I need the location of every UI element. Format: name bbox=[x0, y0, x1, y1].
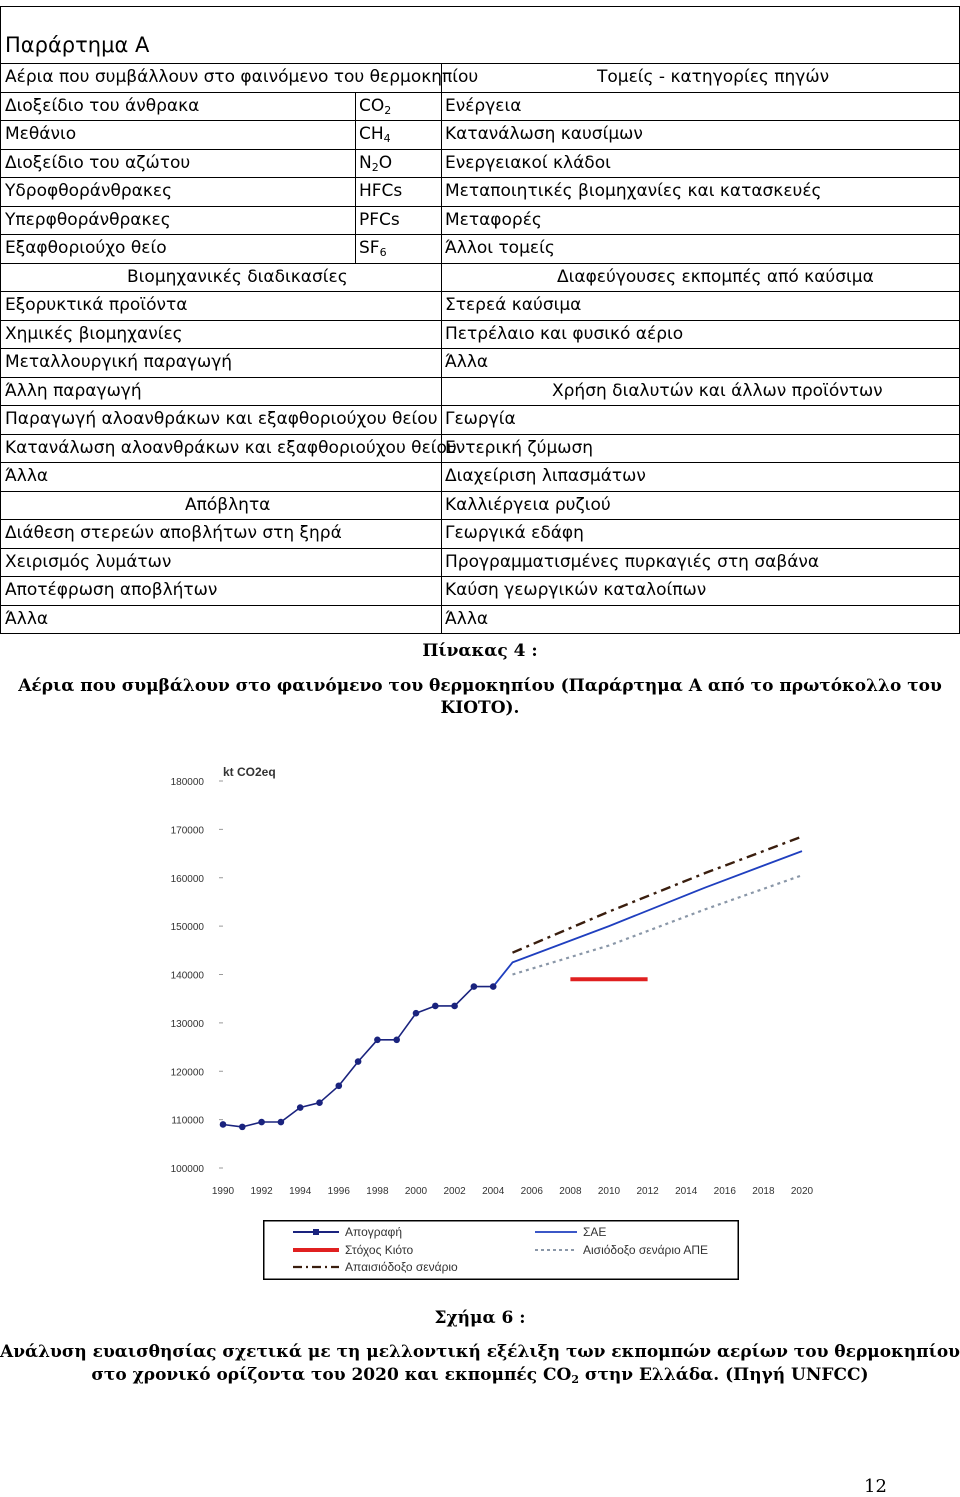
gas-formula: $N_2O$ bbox=[359, 152, 393, 174]
table-row: Εξαφθοριούχο θείο $SF_6$ Άλλοι τομείς bbox=[1, 235, 959, 264]
figure-caption-line1: Ανάλυση ευαισθησίας σχετικά με τη μελλοντική εξέλιξη των εκπομπών αερίων του θερμοκηπίου bbox=[0, 1342, 960, 1362]
y-tick-label: 100000 bbox=[170, 1164, 204, 1175]
legend-pessimistic: Απαισιόδοξο σενάριο bbox=[345, 1260, 458, 1274]
x-tick-label: 2002 bbox=[443, 1186, 466, 1197]
table-caption-line2: ΚΙΟΤΟ). bbox=[440, 698, 520, 718]
gas-formula: $CO_2$ bbox=[359, 95, 392, 117]
emissions-chart bbox=[160, 760, 820, 1200]
legend-optimistic: Αισιόδοξο σενάριο ΑΠΕ bbox=[583, 1243, 709, 1257]
x-tick-label: 2010 bbox=[597, 1186, 621, 1197]
legend-inventory: Απογραφή bbox=[345, 1225, 403, 1239]
table-title: Παράρτημα Α bbox=[5, 33, 150, 57]
y-tick-label: 180000 bbox=[170, 777, 204, 788]
data-point bbox=[278, 1119, 285, 1126]
gas-formula: $SF_6$ bbox=[359, 238, 387, 259]
greenhouse-gases-table bbox=[0, 6, 960, 634]
waste-header: Απόβλητα bbox=[185, 494, 271, 515]
table-row: Χειρισμός λυμάτων Προγραμματισμένες πυρκαγιές στη σαβάνα bbox=[1, 549, 959, 578]
data-point bbox=[393, 1037, 400, 1044]
table-row: Απόβλητα Καλλιέργεια ρυζιού bbox=[1, 492, 959, 521]
table-caption-label: Πίνακας 4 : bbox=[422, 641, 538, 661]
table-row: Άλλα Διαχείριση λιπασμάτων bbox=[1, 463, 959, 492]
page-number: 12 bbox=[864, 1476, 887, 1497]
y-tick-label: 170000 bbox=[170, 825, 204, 837]
table-title-row bbox=[1, 7, 959, 64]
x-tick-label: 2014 bbox=[675, 1186, 698, 1197]
x-tick-label: 1994 bbox=[289, 1186, 312, 1197]
table-row bbox=[1, 264, 959, 293]
unit-label: kt CO2eq bbox=[223, 765, 276, 779]
x-tick-label: 2020 bbox=[790, 1186, 814, 1197]
data-point bbox=[220, 1121, 227, 1128]
y-tick-label: 140000 bbox=[170, 970, 204, 982]
table-row: Αποτέφρωση αποβλήτων Καύση γεωργικών καταλοίπων bbox=[1, 577, 959, 606]
solvents-header: Χρήση διαλυτών και άλλων προϊόντων bbox=[552, 380, 883, 401]
legend-kyoto-target: Στόχος Κιότο bbox=[345, 1243, 414, 1257]
table-row: Εξορυκτικά προϊόντα Στερεά καύσιμα bbox=[1, 292, 959, 321]
data-point bbox=[336, 1082, 343, 1089]
data-point bbox=[316, 1099, 323, 1106]
table-row: Μεθάνιο $CH_4$ Κατανάλωση καυσίμων bbox=[1, 121, 959, 150]
data-point bbox=[374, 1037, 381, 1044]
table-header-row bbox=[1, 64, 959, 93]
data-point bbox=[471, 983, 478, 990]
gas-formula: HFCs bbox=[359, 181, 403, 201]
x-tick-label: 2012 bbox=[636, 1186, 659, 1197]
legend-sae: ΣΑΕ bbox=[583, 1225, 607, 1239]
data-point bbox=[432, 1003, 439, 1010]
industrial-processes-header: Βιομηχανικές διαδικασίες bbox=[127, 266, 348, 287]
x-tick-label: 2008 bbox=[559, 1186, 582, 1197]
table-row: Μεταλλουργική παραγωγή Άλλα bbox=[1, 349, 959, 378]
x-tick-label: 1990 bbox=[211, 1186, 235, 1197]
table-row: Υπερφθοράνθρακες PFCs Μεταφορές bbox=[1, 207, 959, 236]
figure-caption-label: Σχήμα 6 : bbox=[434, 1308, 526, 1328]
x-tick-label: 2018 bbox=[752, 1186, 775, 1197]
data-point bbox=[490, 983, 497, 990]
series-line-3 bbox=[513, 837, 803, 953]
y-tick-label: 120000 bbox=[170, 1067, 204, 1079]
table-row: Διοξείδιο του αζώτου $N_2O$ Ενεργειακοί κλάδοι bbox=[1, 150, 959, 179]
table-row: Διοξείδιο του άνθρακα $CO_2$ Ενέργεια bbox=[1, 93, 959, 122]
data-point bbox=[258, 1119, 265, 1126]
y-tick-label: 160000 bbox=[170, 873, 204, 885]
data-point bbox=[297, 1104, 304, 1111]
table-row: Χημικές βιομηχανίες Πετρέλαιο και φυσικό αέριο bbox=[1, 321, 959, 350]
legend-marker bbox=[313, 1229, 319, 1235]
table-row: Υδροφθοράνθρακες HFCs Μεταποιητικές βιομηχανίες και κατασκευές bbox=[1, 178, 959, 207]
series-line-4 bbox=[513, 875, 803, 974]
figure-caption-line2: στο χρονικό ορίζοντα του 2020 και εκπομπές $CO_2$ στην Ελλάδα. (Πηγή UNFCC) bbox=[91, 1365, 869, 1386]
gas-formula: PFCs bbox=[359, 209, 400, 230]
y-tick-label: 130000 bbox=[170, 1018, 204, 1030]
table-row: Διάθεση στερεών αποβλήτων στη ξηρά Γεωργικά εδάφη bbox=[1, 520, 959, 549]
x-tick-label: 2006 bbox=[520, 1186, 543, 1197]
sectors-header: Τομείς - κατηγορίες πηγών bbox=[597, 67, 830, 87]
data-point bbox=[355, 1058, 362, 1065]
x-tick-label: 2016 bbox=[713, 1186, 736, 1197]
data-point bbox=[413, 1010, 420, 1017]
table-row: Άλλα Άλλα bbox=[1, 606, 959, 635]
data-point bbox=[239, 1124, 246, 1131]
x-tick-label: 1996 bbox=[327, 1186, 350, 1197]
table-caption-line1: Αέρια που συμβάλουν στο φαινόμενο του θερμοκηπίου (Παράρτημα Α από το πρωτόκολλο του bbox=[18, 676, 942, 696]
table-row: Παραγωγή αλοανθράκων και εξαφθοριούχου θείου Γεωργία bbox=[1, 406, 959, 435]
x-tick-label: 1992 bbox=[250, 1186, 273, 1197]
y-tick-label: 150000 bbox=[170, 922, 204, 934]
chart-legend bbox=[263, 1220, 739, 1280]
fugitive-emissions-header: Διαφεύγουσες εκπομπές από καύσιμα bbox=[557, 266, 874, 287]
x-tick-label: 1998 bbox=[366, 1186, 389, 1197]
gases-header: Αέρια που συμβάλλουν στο φαινόμενο του θερμοκηπίου bbox=[5, 67, 479, 87]
x-tick-label: 2000 bbox=[404, 1186, 428, 1197]
table-row: Κατανάλωση αλοανθράκων και εξαφθοριούχου θείου Εντερική ζύμωση bbox=[1, 435, 959, 464]
data-point bbox=[451, 1003, 458, 1010]
table-row: Άλλη παραγωγή Χρήση διαλυτών και άλλων προϊόντων bbox=[1, 378, 959, 407]
y-tick-label: 110000 bbox=[171, 1115, 204, 1127]
gas-formula: $CH_4$ bbox=[359, 124, 391, 145]
x-tick-label: 2004 bbox=[482, 1186, 505, 1197]
